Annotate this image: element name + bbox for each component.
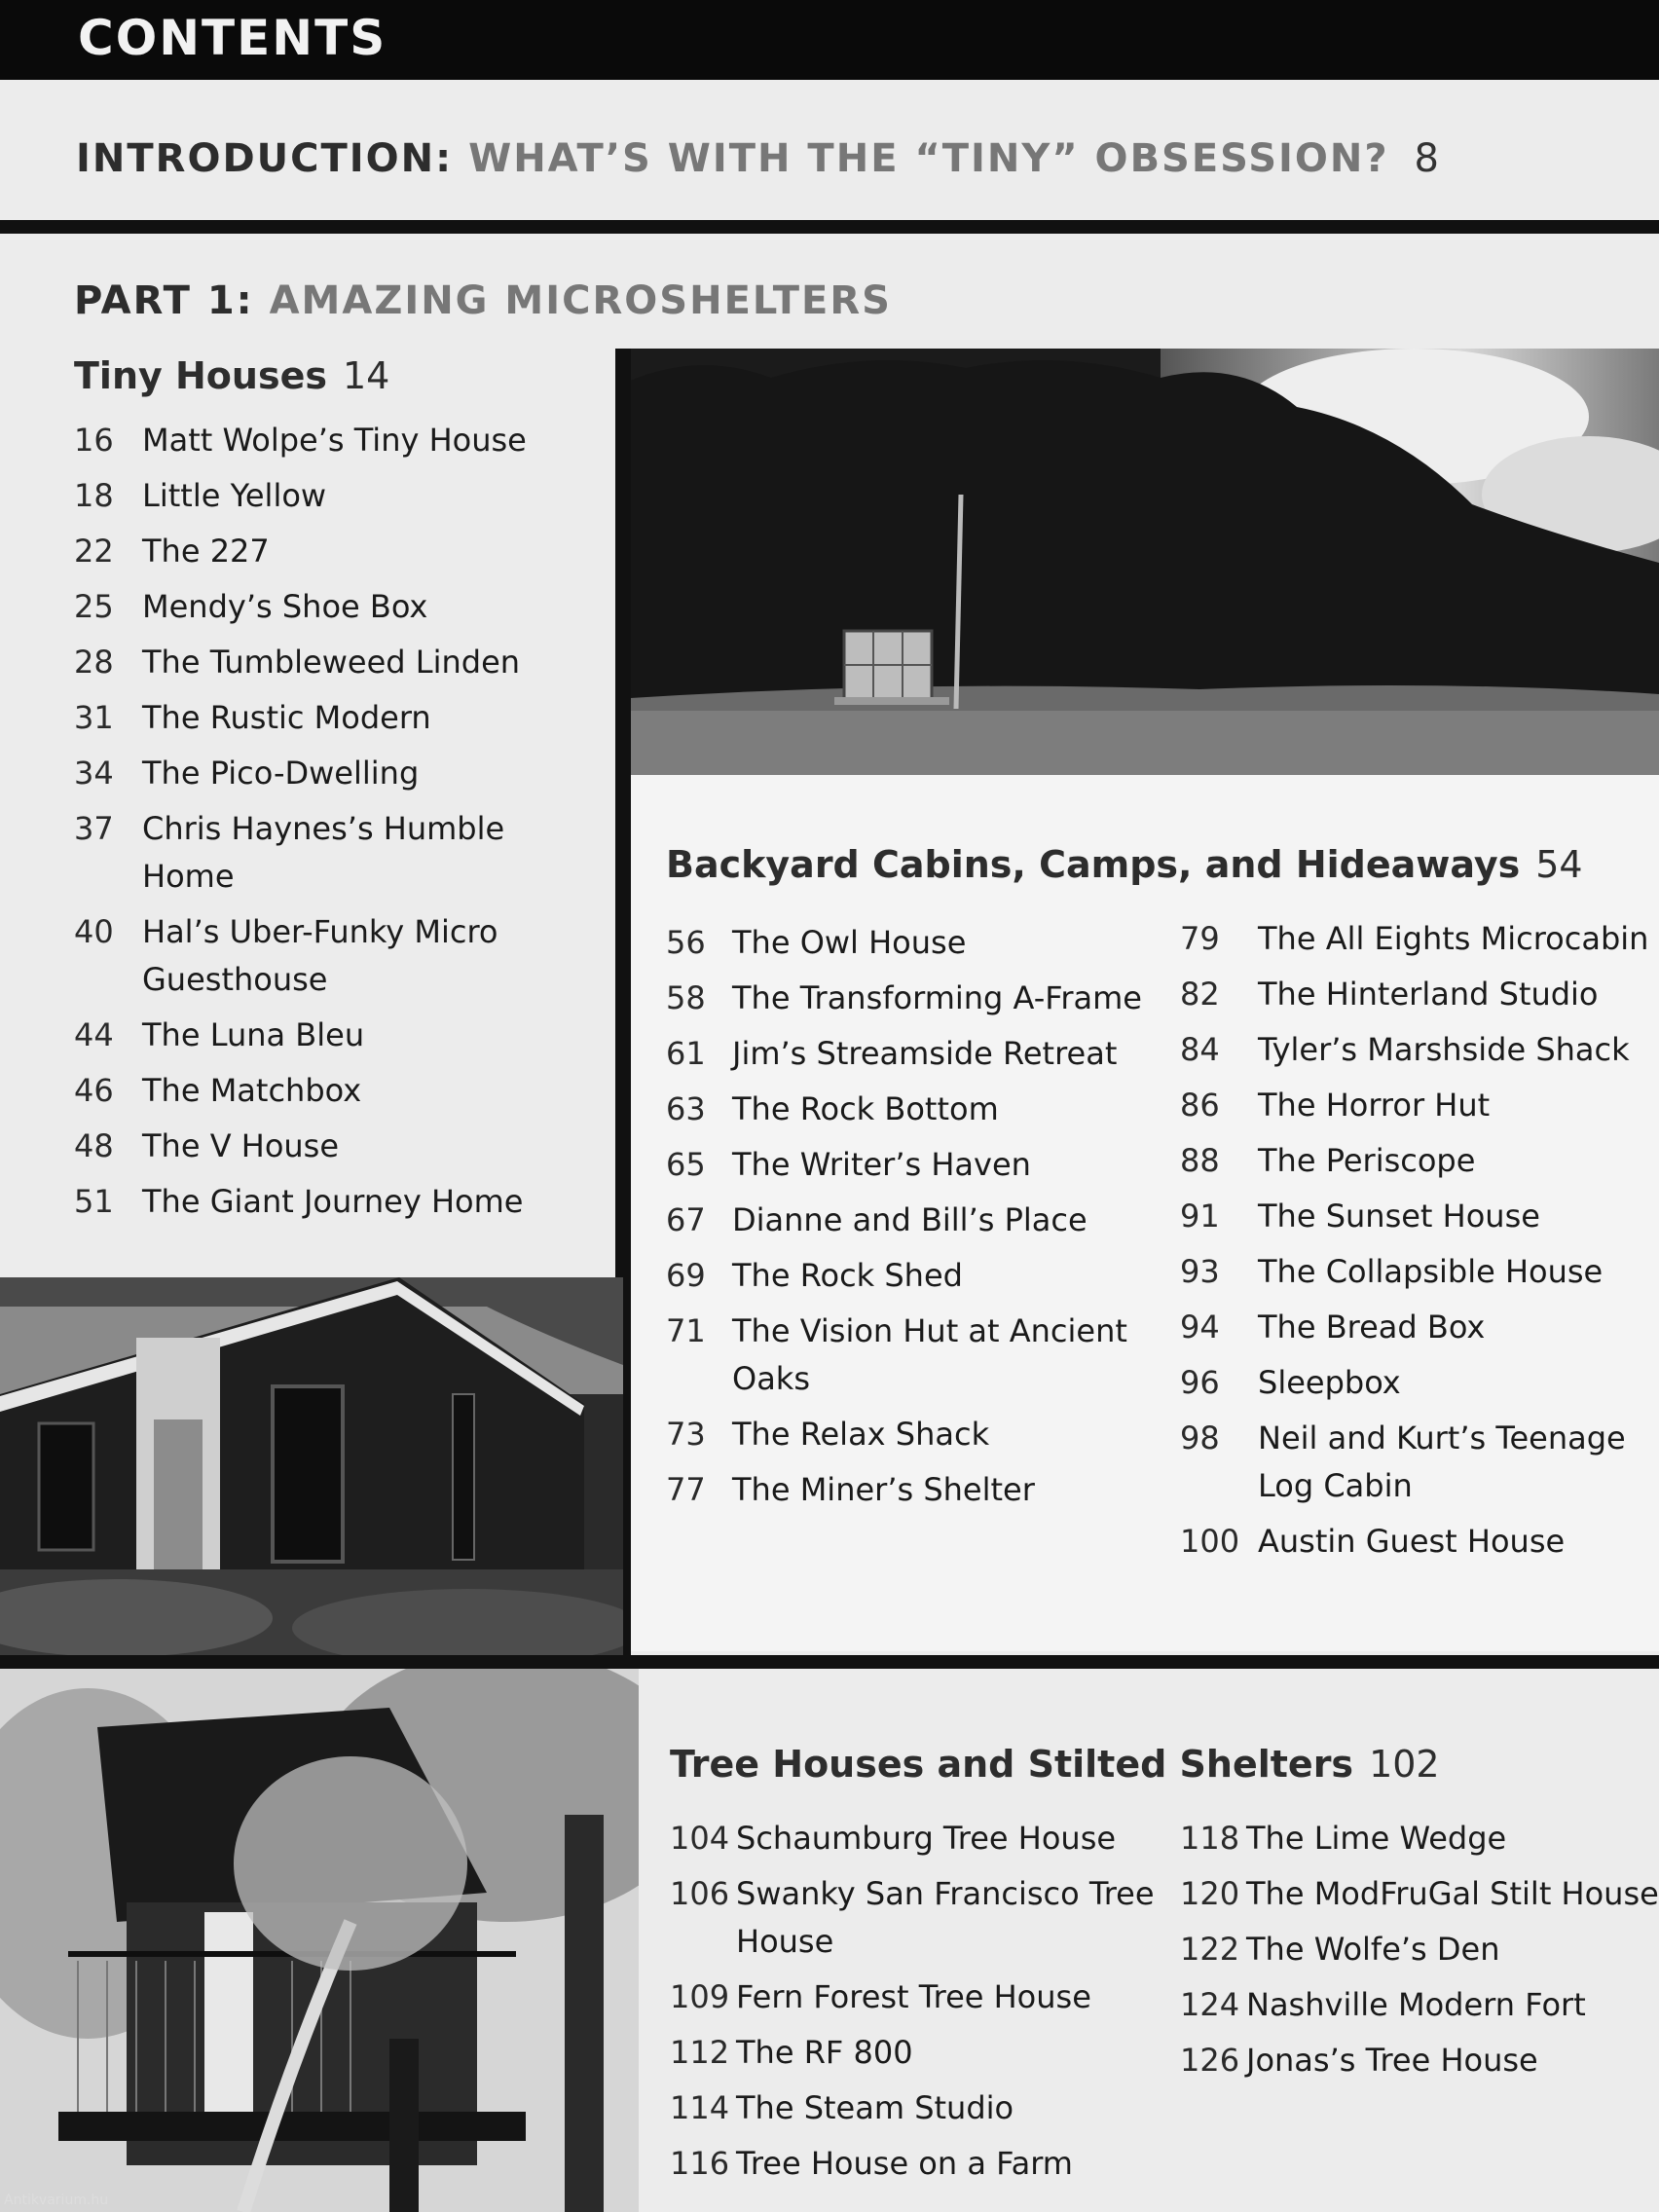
toc-entry <box>74 1067 600 1115</box>
backyard-heading <box>666 843 1583 886</box>
toc-entry <box>670 1973 1196 2021</box>
toc-entry <box>666 1252 1192 1300</box>
backyard-page: 54 <box>1535 843 1583 886</box>
toc-entry <box>74 1178 600 1226</box>
toc-entry-title: The RF 800 <box>736 2034 913 2071</box>
toc-entry-page: 120 <box>1180 1875 1240 1912</box>
toc-entry <box>666 1308 1192 1403</box>
toc-entry-title: Dianne and Bill’s Place <box>732 1201 1088 1238</box>
toc-entry <box>74 528 600 575</box>
toc-entry-page: 124 <box>1180 1986 1240 2023</box>
toc-entry <box>670 2029 1196 2077</box>
toc-entry <box>670 2140 1196 2188</box>
toc-entry-page: 67 <box>666 1201 706 1238</box>
toc-entry-page: 84 <box>1180 1031 1220 1068</box>
toc-entry-title: The Periscope <box>1258 1142 1476 1179</box>
toc-entry <box>666 1086 1192 1133</box>
toc-entry-title: Matt Wolpe’s Tiny House <box>142 422 527 459</box>
introduction-title: WHAT’S WITH THE “TINY” OBSESSION? <box>468 136 1389 181</box>
toc-entry <box>1180 1926 1659 1973</box>
toc-entry-title: The Hinterland Studio <box>1258 976 1599 1013</box>
toc-entry-page: 96 <box>1180 1364 1220 1401</box>
toc-entry-title: The V House <box>142 1127 340 1164</box>
toc-entry-page: 25 <box>74 588 114 625</box>
tree-house-image <box>0 1669 639 2212</box>
toc-entry-page: 112 <box>670 2034 730 2071</box>
toc-entry <box>666 1466 1192 1514</box>
toc-entry <box>666 919 1192 967</box>
toc-entry-page: 106 <box>670 1875 730 1912</box>
toc-entry-page: 46 <box>74 1072 114 1109</box>
toc-entry-title: Hal’s Uber-Funky Micro Guesthouse <box>142 913 498 998</box>
toc-entry-page: 73 <box>666 1416 706 1453</box>
toc-entry-page: 51 <box>74 1183 114 1220</box>
toc-entry-title: Chris Haynes’s Humble Home <box>142 810 505 895</box>
toc-entry-title: Swanky San Francisco Tree House <box>736 1875 1155 1960</box>
toc-entry-title: Schaumburg Tree House <box>736 1820 1117 1857</box>
wood-cabin-photo <box>0 1277 623 1657</box>
toc-entry <box>74 908 600 1004</box>
toc-entry-title: The Horror Hut <box>1258 1087 1491 1124</box>
part-heading <box>74 278 892 323</box>
toc-entry-title: Little Yellow <box>142 477 327 514</box>
watermark: Antikvarium.hu <box>4 2193 109 2208</box>
toc-entry <box>1180 1304 1659 1351</box>
tree-houses-heading <box>670 1743 1440 1786</box>
toc-entry <box>1180 1026 1659 1074</box>
toc-entry-title: Tyler’s Marshside Shack <box>1258 1031 1630 1068</box>
toc-entry-page: 34 <box>74 755 114 792</box>
toc-entry-title: The ModFruGal Stilt House <box>1246 1875 1659 1912</box>
toc-entry-title: Neil and Kurt’s Teenage Log Cabin <box>1258 1419 1626 1504</box>
forest-cabin-photo <box>615 349 1659 775</box>
tree-houses-list-left <box>670 1815 1196 2195</box>
toc-entry-title: The Steam Studio <box>736 2089 1014 2126</box>
toc-entry-title: Tree House on a Farm <box>736 2145 1073 2182</box>
toc-entry <box>74 694 600 742</box>
toc-entry-title: The Tumbleweed Linden <box>142 644 521 681</box>
divider-top <box>0 220 1659 234</box>
toc-entry-title: The All Eights Microcabin <box>1258 920 1649 957</box>
toc-entry <box>1180 1248 1659 1296</box>
forest-cabin-image <box>615 349 1659 775</box>
toc-entry <box>74 639 600 686</box>
toc-entry <box>1180 2037 1659 2084</box>
toc-entry-page: 118 <box>1180 1820 1240 1857</box>
tree-houses-page: 102 <box>1369 1743 1440 1786</box>
toc-entry-page: 71 <box>666 1312 706 1349</box>
toc-entry-title: The Transforming A-Frame <box>732 979 1142 1016</box>
toc-entry-page: 100 <box>1180 1523 1240 1560</box>
toc-entry-page: 126 <box>1180 2042 1240 2079</box>
backyard-list-right <box>1180 915 1659 1573</box>
tree-houses-list-right <box>1180 1815 1659 2092</box>
toc-entry-title: Nashville Modern Fort <box>1246 1986 1586 2023</box>
toc-entry-page: 93 <box>1180 1253 1220 1290</box>
toc-entry <box>1180 1082 1659 1129</box>
toc-entry-title: The Collapsible House <box>1258 1253 1604 1290</box>
toc-entry <box>1180 1518 1659 1566</box>
toc-entry-page: 104 <box>670 1820 730 1857</box>
toc-entry-title: The Rustic Modern <box>142 699 431 736</box>
toc-entry-page: 65 <box>666 1146 706 1183</box>
toc-entry <box>1180 1137 1659 1185</box>
toc-entry-page: 44 <box>74 1016 114 1053</box>
tiny-houses-heading <box>74 354 389 397</box>
toc-entry-title: The Lime Wedge <box>1246 1820 1507 1857</box>
toc-entry <box>74 750 600 797</box>
toc-entry-page: 109 <box>670 1978 730 2015</box>
toc-entry <box>666 1411 1192 1458</box>
toc-entry-page: 61 <box>666 1035 706 1072</box>
toc-entry <box>74 583 600 631</box>
toc-entry <box>74 1123 600 1170</box>
toc-entry <box>1180 915 1659 963</box>
toc-entry <box>1180 1815 1659 1862</box>
toc-entry-title: The Bread Box <box>1258 1309 1486 1346</box>
toc-entry-page: 79 <box>1180 920 1220 957</box>
toc-entry-page: 82 <box>1180 976 1220 1013</box>
part-title: AMAZING MICROSHELTERS <box>269 278 892 323</box>
toc-entry <box>666 1197 1192 1244</box>
toc-entry-title: Sleepbox <box>1258 1364 1401 1401</box>
toc-entry-page: 98 <box>1180 1419 1220 1456</box>
toc-entry-page: 91 <box>1180 1198 1220 1235</box>
toc-entry <box>666 975 1192 1022</box>
toc-entry-title: Mendy’s Shoe Box <box>142 588 428 625</box>
introduction-entry <box>76 136 1441 181</box>
toc-entry-title: The 227 <box>142 533 270 570</box>
toc-entry-page: 16 <box>74 422 114 459</box>
toc-entry-title: Jim’s Streamside Retreat <box>732 1035 1118 1072</box>
toc-entry-title: The Relax Shack <box>732 1416 990 1453</box>
toc-entry-page: 37 <box>74 810 114 847</box>
tiny-houses-page: 14 <box>342 354 390 397</box>
part-label: PART 1: <box>74 278 254 323</box>
page-title: CONTENTS <box>78 10 387 66</box>
toc-entry <box>74 417 600 464</box>
divider-middle <box>0 1655 1659 1669</box>
toc-entry-page: 22 <box>74 533 114 570</box>
tiny-houses-list <box>74 417 600 1234</box>
toc-entry <box>74 472 600 520</box>
toc-entry <box>1180 1359 1659 1407</box>
toc-entry-title: Fern Forest Tree House <box>736 1978 1091 2015</box>
toc-entry-page: 116 <box>670 2145 730 2182</box>
toc-entry-page: 40 <box>74 913 114 950</box>
toc-entry-page: 28 <box>74 644 114 681</box>
toc-entry <box>1180 971 1659 1018</box>
backyard-title: Backyard Cabins, Camps, and Hideaways <box>666 843 1521 886</box>
wood-cabin-image <box>0 1277 623 1657</box>
toc-entry-title: The Sunset House <box>1258 1198 1540 1235</box>
backyard-list-left <box>666 919 1192 1522</box>
toc-entry-page: 31 <box>74 699 114 736</box>
toc-entry-page: 56 <box>666 924 706 961</box>
toc-entry-page: 86 <box>1180 1087 1220 1124</box>
toc-entry <box>670 2084 1196 2132</box>
introduction-label: INTRODUCTION: <box>76 136 454 181</box>
toc-entry <box>670 1815 1196 1862</box>
toc-entry-page: 63 <box>666 1090 706 1127</box>
toc-entry-title: The Matchbox <box>142 1072 362 1109</box>
toc-entry <box>1180 1415 1659 1510</box>
tree-houses-title: Tree Houses and Stilted Shelters <box>670 1743 1354 1786</box>
toc-entry <box>666 1141 1192 1189</box>
toc-entry-title: The Writer’s Haven <box>732 1146 1031 1183</box>
toc-entry-page: 58 <box>666 979 706 1016</box>
toc-entry-title: The Owl House <box>732 924 967 961</box>
toc-entry-page: 114 <box>670 2089 730 2126</box>
toc-entry-page: 69 <box>666 1257 706 1294</box>
toc-entry-title: Austin Guest House <box>1258 1523 1566 1560</box>
toc-entry <box>670 1870 1196 1966</box>
toc-entry-page: 88 <box>1180 1142 1220 1179</box>
tiny-houses-title: Tiny Houses <box>74 354 327 397</box>
toc-entry-page: 94 <box>1180 1309 1220 1346</box>
toc-entry-page: 77 <box>666 1471 706 1508</box>
toc-entry <box>1180 1193 1659 1240</box>
toc-entry <box>74 805 600 901</box>
toc-entry <box>74 1012 600 1059</box>
toc-entry <box>666 1030 1192 1078</box>
toc-entry-title: The Giant Journey Home <box>142 1183 524 1220</box>
toc-entry-title: The Pico-Dwelling <box>142 755 420 792</box>
toc-entry-page: 122 <box>1180 1931 1240 1968</box>
toc-entry <box>1180 1981 1659 2029</box>
introduction-page: 8 <box>1414 136 1441 181</box>
toc-entry-title: The Rock Bottom <box>732 1090 999 1127</box>
toc-entry-title: The Miner’s Shelter <box>732 1471 1035 1508</box>
toc-entry-title: Jonas’s Tree House <box>1246 2042 1538 2079</box>
toc-entry-page: 18 <box>74 477 114 514</box>
tree-house-photo <box>0 1669 639 2212</box>
toc-entry-page: 48 <box>74 1127 114 1164</box>
toc-entry-title: The Rock Shed <box>732 1257 963 1294</box>
toc-entry-title: The Vision Hut at Ancient Oaks <box>732 1312 1127 1397</box>
toc-entry-title: The Wolfe’s Den <box>1246 1931 1500 1968</box>
toc-entry-title: The Luna Bleu <box>142 1016 365 1053</box>
toc-entry <box>1180 1870 1659 1918</box>
